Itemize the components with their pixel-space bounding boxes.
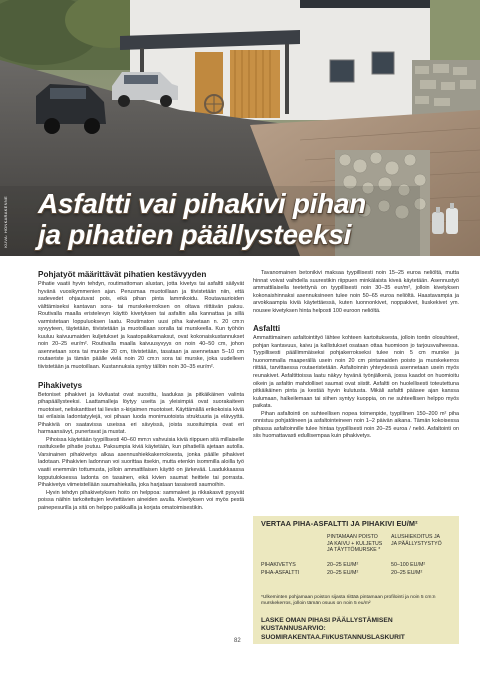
box-footnote: *Ulkeminten pohjamaan poiston sijasta riittää pintamaan profilointi ja noin 5 cm:n murskekerros, jolloin tämän osuus on noin 5 eu/m² xyxy=(261,595,436,606)
price-comparison-box xyxy=(253,516,459,644)
box-row-value: 20–25 EU/M² xyxy=(327,562,359,568)
box-row-value: 50–100 EU/M² xyxy=(391,562,426,568)
article-headline xyxy=(38,188,366,250)
photo-credit: KUVA: HONKARAKENNE xyxy=(3,196,8,248)
headline-line-2: ja pihatien päällysteeksi xyxy=(38,219,352,250)
paragraph: Pihoissa käytetään tyypillisesti 40–60 mm:n vahvuisia kiviä riippuen sitä millaiselle rasitukselle pihatie joutuu. Paksumpia kiviä käytetään, kun pihatiellä ajetaan autolla. Varsinainen pihakivetys alkaa asennushiekkakerroksesta, jonka päälle pihakivet ladotaan. Pihakivien ladonnan voi suorittaa itsekin, mutta etenkin isommilla aloilla työ vaatii enemmän tottumusta, jolloin ammattilaisen käyttö on järkevää. Laadukkaassa lopputuloksessa ladonta on tasainen, eikä kivien saumat heittele tai porrasta. Pihakivetys viimeistellään saumahiekalla, joka harjataan tasaisesti saumoihin. xyxy=(38,436,244,489)
section-heading-asphalt: Asfaltti xyxy=(253,324,281,334)
box-title: VERTAA PIHA-ASFALTTI JA PIHAKIVI EU/M² xyxy=(261,519,418,528)
box-col2-header: ALUSHIEKOITUS JA JA PÄÄLLYSTYSTYÖ xyxy=(391,534,442,547)
paragraph: Pihatie vaatii hyvin tehdyn, routimattoman alustan, jotta kivetys tai asfaltti säilyvät hyvänä vuosikymmenien ajan. Perusmaa muotoillaan ja tiivistetään niin, että sadevedet ohjautuvat pois, eikä pihan pinta lammikoidu. Routavaurioiden välttämiseksi kantavan sora- tai murskekerroksen on oltava riittävän paksu. Routivalla maalla eristelevyn käyttö kivetyksen tai asfaltin alla kannattaa ja sillä varmistetaan loppuluoksen laatu. Routimaton uusi piha kaivetaan n. 20 cm:n syvyyteen, täytetään, tiivistetään ja muotoillaan soralla tai murskeella. Kun työhön kuuluu kaivuumaiden kuljetukset ja kaatopaikkamaksut, ovat kokonaiskustannukset noin 20–25 eur/m². Routivalla maalla kaivuusyvyys on noin 40–50 cm, johon asennetaan sora tai murske 20 cm, tiivistetään, tasataan ja asennetaan 5–10 cm routaeriste ja tämän päälle vielä noin 20 cm:n sora tai murske, joka uudelleen tiivistetään ja muotoillaan. Kustannuksia syntyy tällöin noin 30–35 eur/m². xyxy=(38,281,244,371)
paragraph: Hyvin tehdyn pihakivetyksen hoito on helppoa: sammaleet ja rikkakasvit pysyvät poissa näihin tarkoitettujen levitettävien aineiden avulla. Kivetyksen voi myös pestä painepesurilla ja sitä on helppo paikkailla ja korjata omatoimisestikin. xyxy=(38,489,244,511)
section-heading-paving: Pihakivetys xyxy=(38,380,83,390)
paragraph: Tavanomainen betonikivi maksaa tyypillisesti noin 15–25 euroa neliöltä, mutta hinnat voivat vaihdella suurestikin riippuen minkälaista kiveä käytetään. Asennustyö ammattilaisella teetettynä on tyypillisesti noin 30–35 eur/m², jolloin kivetyksen kokonaishinnaksi asennuksineen tulee noin 50–65 euroa neliöltä. Haastavampia ja arvokkaampia kiviä käytettäessä, kuten luonnonkivet, noppakivet, liuskekivet ym. nousee kivetyksen hinta helposti 100 euroon neliöltä. xyxy=(253,270,459,314)
box-row-value: 20–25 EU/M² xyxy=(391,570,423,576)
left-column xyxy=(38,270,244,512)
box-row-label: PIHA-ASFALTTI xyxy=(261,570,300,576)
page-number: 82 xyxy=(234,638,241,644)
paragraph: Ammattimainen asfaltointityö lähtee kohteen kartoituksesta, jolloin tontin olosuhteet, pohjan kantavuus, kaivu ja kallistukset osataan ottaa huomioon jo tarjousvaiheessa. Tyypillisesti päällimmäiseksi pohjakerrokseksi tulee noin 5 cm murske ja huonommalla maaperällä usein noin 20 cm pintamaiden poisto ja murskekerros riittää, tarvittaessa routaeristetään. Asfaltoinnin yhteydessä asennetaan usein myös reunakivet. Asfaltittoissa laatu näkyy hyvänä työnjälkenä, jossa kaadot on huomioitu oikein ja asfaltin mahdolliset saumat ovat siistit. Asfaltti on huolellisesti toteutettuna pitkäikäinen pinta ja kestää hyvin kulutusta. Mikäli asfaltti pääsee ajan kanssa kulumaan, halkeilemaan tai siihen syntyy kuoppia, on ne suhteellisen helppo myös paikata. xyxy=(253,335,459,410)
headline-line-1: Asfaltti vai pihakivi pihan xyxy=(38,188,366,219)
box-col1-header: PINTAMAAN POISTO JA KAIVU + KULJETUS JA TÄYTTÖMURSKE * xyxy=(327,534,383,554)
box-row-label: PIHAKIVETYS xyxy=(261,562,296,568)
box-row-value: 20–25 EU/M² xyxy=(327,570,359,576)
box-call-to-action: LASKE OMAN PIHASI PÄÄLLYSTÄMISEN KUSTANNUSARVIO: SUOMIRAKENTAA.FI/KUSTANNUSLASKURIT xyxy=(261,617,405,641)
paragraph: Pihan asfaltointi on suhteellisen nopea toimenpide, tyypillinen 150–200 m² piha onnistuu pohjatöineen ja asfaltointeineen noin 1–2 päivän aikana. Tämän kokoisessa pihassa asfaltoinnille tulee hintaa tyypillisesti noin 20–25 euroa / neliö. Asfaltointi on siis huomattavasti edullisempaa kuin pihakivetys. xyxy=(253,410,459,440)
right-column xyxy=(253,270,459,441)
paragraph: Betoniset pihakivet ja kiviluatat ovat suosittu, laadukas ja pitkäikäinen valinta pihapäällysteeksi. Laattamalleja löytyy useita ja yleisimpiä ovat suorakaiteen muotoiset, neliskanttiset tai lievän s-kirjaimen muotoiset. Käyttämällä erikokoisia kiviä tai erilaisia ladontatyylejä, voi pihaan luoda monimuotoista struktuuria ja elävyyttä. Pihakiviä on saatavissa useissa eri sävyissä, joista suosituimpia ovat eri harmaansävyt, punertavat ja mustat. xyxy=(38,391,244,436)
section-heading-groundwork: Pohjatyöt määrittävät pihatien kestävyyden xyxy=(38,270,207,279)
